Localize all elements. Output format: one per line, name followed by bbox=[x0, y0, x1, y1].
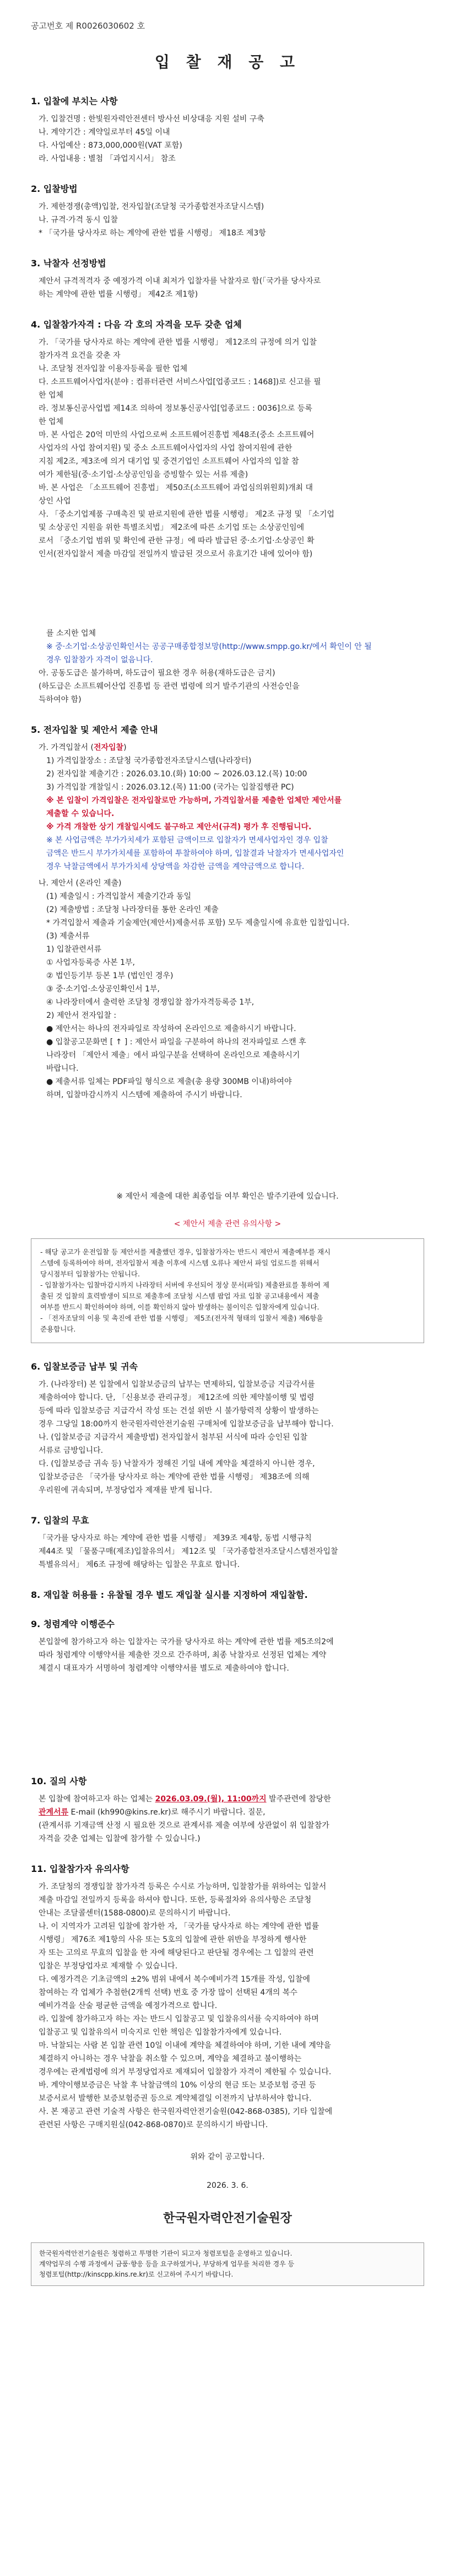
s5-b-line: 2) 제안서 전자입찰 : bbox=[46, 1011, 117, 1020]
s4-lines-line: 바. 본 사업은 「소프트웨어 진흥법」 제50조(소프트웨어 과업심의위원회)개최 대 bbox=[39, 484, 313, 492]
s4-lines-line: 참가자격 요건을 갖춘 자 bbox=[39, 351, 121, 360]
s5-b-line: ● 제안서는 하나의 전자파일로 작성하여 온라인으로 제출하시기 바랍니다. bbox=[46, 1024, 296, 1033]
section-5-box-title: < 제안서 제출 관련 유의사항 > bbox=[174, 1220, 281, 1228]
section-5-footnote: ※ 제안서 제출에 대한 최종업들 여부 확인은 발주기관에 있습니다. bbox=[116, 1192, 339, 1201]
s5-box-line: 당시점부터 입찰참가는 안됩니다. bbox=[40, 1270, 140, 1278]
section-5b-label: 나. 제안서 (온라인 제출) bbox=[39, 879, 122, 888]
s4-lines-line: 라. 정보통신공사업법 제14조 의하여 정보통신공사업[업종코드 : 0036]으로 등록 bbox=[39, 404, 312, 413]
s6-lines-line: 가. (나라장터) 본 입찰에서 입찰보증금의 납부는 면제하되, 입찰보증금 지급각서를 bbox=[39, 1380, 315, 1389]
s9-lines-line: 체결시 대표자가 서명하여 청렴계약 이행약서를 별도로 제출하여야 합니다. bbox=[39, 1664, 289, 1673]
s11-lines-line: 체결하지 아니하는 경우 낙찰을 취소할 수 있으며, 계약을 체결하고 불이행하는 bbox=[39, 2054, 302, 2063]
s11-lines-line: 나. 이 지역자가 고려된 입찰에 참가한 자, 「국가를 당사자로 하는 계약에 관한 법률 bbox=[39, 1922, 319, 1931]
section-11-heading: 11. 입찰참가자 유의사항 bbox=[31, 1864, 129, 1874]
section-5-notice-box bbox=[31, 1238, 424, 1343]
s5-b-line: (1) 제출일시 : 가격입찰서 제출기간과 동일 bbox=[46, 892, 192, 901]
section-6-body bbox=[31, 1378, 424, 1497]
footer-line: 청렴포털(http://kinscpp.kins.re.kr)로 신고하여 주시기 바랍니다. bbox=[39, 2271, 234, 2278]
section-10-line-1: 본 입찰에 참여하고자 하는 업체는 2026.03.09.(월), 11:00까지 발주관련에 참당한 bbox=[39, 1795, 331, 1804]
s4-lines-line: 여가 제한됨(중·소기업·소상공인임을 증빙할수 있는 서류 제출) bbox=[39, 470, 248, 479]
s5-b-line: ● 제출서류 일체는 PDF파일 형식으로 제출(총 용량 300MB 이내)하여야 bbox=[46, 1077, 292, 1086]
s5-a-blue-line: 경우 낙찰금액에서 부가가치세 상당액을 차감한 금액을 계약금액으로 합니다. bbox=[46, 862, 305, 871]
s3-lines-line: 제안서 규격적격자 중 예정가격 이내 최저가 입찰자를 낙찰자로 함(「국가를 당사자로 bbox=[39, 277, 321, 286]
s1-lines-line: 라. 사업내용 : 별첨 「과업지시서」 참조 bbox=[39, 154, 176, 163]
s11-lines-line: 안내는 조달콜센터(1588-0800)로 문의하시기 바랍니다. bbox=[39, 1909, 231, 1918]
section-10-rest bbox=[31, 1819, 424, 1845]
closing-text: 위와 같이 공고합니다. bbox=[190, 2153, 265, 2161]
s4-lines-line: 인서(전자입찰서 제출 마감일 전일까지 발급된 것으로서 유효기간 내에 있어야 함) bbox=[39, 550, 313, 559]
s4-after-line: 득하여야 함) bbox=[39, 695, 82, 704]
s5-b-line: ① 사업자등록증 사본 1부, bbox=[46, 958, 135, 967]
s6-lines-line: 경우 그당일 18:00까지 한국원자력안전기술원 구매처에 입찰보증금을 납부해야 합니다. bbox=[39, 1420, 334, 1429]
notice-date: 2026. 3. 6. bbox=[207, 2181, 248, 2190]
s5-b-line: 1) 입찰관련서류 bbox=[46, 945, 101, 954]
s5-box-line: - 「전자조달의 이용 및 촉진에 관한 법률 시행령」 제5조(전자적 형태의 입찰서 제출) 제6항을 bbox=[40, 1314, 323, 1322]
s5-box-line: 준용합니다. bbox=[40, 1325, 76, 1333]
s6-lines-line: 제출하여야 합니다. 단, 「신용보증 관리규정」 제12조에 의한 제약불이행 및 법령 bbox=[39, 1393, 315, 1402]
section-9-heading: 9. 청렴계약 이행준수 bbox=[31, 1619, 115, 1629]
s7-lines-line: 특별유의서」 제6조 규정에 해당하는 입찰은 무효로 합니다. bbox=[39, 1560, 240, 1569]
s2-lines-line: 나. 규격·가격 동시 입찰 bbox=[39, 216, 118, 224]
s11-lines-line: 참여하는 각 업체가 추첨한(2개씩 선택) 번호 중 가장 많이 선택된 4개의 복수 bbox=[39, 1988, 297, 1997]
section-5-heading: 5. 전자입찰 및 제안서 제출 안내 bbox=[31, 724, 158, 735]
section-4-after bbox=[31, 667, 424, 706]
section-9-body bbox=[31, 1635, 424, 1675]
s6-lines-line: 나. (입찰보증금 지급각서 제출방법) 전자입찰서 첨부된 서식에 따라 승인된 입찰 bbox=[39, 1433, 308, 1442]
s4-lines-line: 가. 「국가를 당사자로 하는 계약에 관한 법률 시행령」 제12조의 규정에 의거 입찰 bbox=[39, 338, 317, 347]
s2-lines-line: * 「국가를 당사자로 하는 계약에 관한 법률 시행령」 제18조 제3항 bbox=[39, 229, 266, 238]
section-8-heading: 8. 재입찰 허용률 : 유찰될 경우 별도 재입찰 실시를 지정하여 재입찰함. bbox=[31, 1590, 308, 1600]
s5-a-blue-line: ※ 본 사업금액은 부가가치세가 포함된 금액이므로 입찰자가 면세사업자인 경우 입찰 bbox=[46, 836, 328, 845]
s10-rest-line: 자격을 갖춘 업체는 입찰에 참가할 수 있습니다.) bbox=[39, 1834, 201, 1843]
section-10-line-2: 관계서류 E-mail (kh990@kins.re.kr)로 해주시기 바랍니다. 질문, bbox=[39, 1808, 266, 1817]
section-5a-body bbox=[31, 754, 424, 794]
s4-lines-line: 한 업체 bbox=[39, 391, 64, 400]
s5-a-line: 2) 전자입찰 제출기간 : 2026.03.10.(화) 10:00 ~ 2026.03.12.(목) 10:00 bbox=[46, 770, 307, 779]
s4-after-line: (하도급은 소프트웨어산업 진흥법 등 관련 법령에 의거 발주기관의 사전승인을 bbox=[39, 682, 300, 691]
s4-lines-line: 지침 제2조, 제3조에 의거 대기업 및 중견기업인 소프트웨어 사업자의 입찰 참 bbox=[39, 457, 299, 466]
integrity-footer-box bbox=[31, 2242, 424, 2286]
s6-lines-line: 등에 따라 입찰보증금 지급각서 작성 또는 건설 위반 시 불가항력적 상황이 발생하는 bbox=[39, 1407, 319, 1415]
s11-lines-line: 가. 조달청의 경쟁입찰 참가자격 등록은 수시로 가능하며, 입찰참가를 위하여는 입찰서 bbox=[39, 1882, 327, 1891]
s11-lines-line: 경우에는 관계법령에 의거 부정당업자로 제재되어 입찰참가 자격이 제한될 수 있습니다. bbox=[39, 2068, 332, 2076]
s11-lines-line: 보증서로서 발행한 보증보험증권 등으로 계약체결일 이전까지 납부하셔야 합니다. bbox=[39, 2094, 312, 2103]
s11-lines-line: 예비가격을 산술 평균한 금액을 예정가격으로 합니다. bbox=[39, 2001, 218, 2010]
section-4-gap bbox=[31, 561, 424, 627]
s11-lines-line: 마. 낙찰되는 사람 본 입찰 관련 10일 이내에 계약을 체결하여야 하며, 기한 내에 계약을 bbox=[39, 2041, 331, 2050]
s7-lines-line: 「국가를 당사자로 하는 계약에 관한 법률 시행령」 제39조 제4항, 동법 시행규칙 bbox=[39, 1534, 312, 1543]
section-5b-body bbox=[31, 890, 424, 1102]
s5-b-line: (2) 제출방법 : 조달청 나라장터를 통한 온라인 제출 bbox=[46, 905, 219, 914]
section-1-body bbox=[31, 112, 424, 165]
s5-a-line: 1) 가격입찰장소 : 조달청 국가종합전자조달시스템(나라장터) bbox=[46, 756, 252, 765]
s5-box-line: - 입찰참가자는 입찰마감시까지 나라장터 서버에 우선되어 정상 문서(파일) 제출완료를 통하여 제 bbox=[40, 1281, 329, 1289]
s5-a-red-line: 제출할 수 있습니다. bbox=[46, 809, 115, 818]
section-3-body bbox=[31, 275, 424, 301]
section-4-heading: 4. 입찰참가자격 : 다음 각 호의 자격을 모두 갖춘 업체 bbox=[31, 319, 242, 330]
section-7-heading: 7. 입찰의 무효 bbox=[31, 1515, 89, 1526]
s6-lines-line: 서류로 금방입니다. bbox=[39, 1446, 104, 1455]
s1-lines-line: 다. 사업예산 : 873,000,000원(VAT 포함) bbox=[39, 141, 182, 150]
signature: 한국원자력안전기술원장 bbox=[163, 2212, 292, 2225]
s4-remark-line: ※ 중·소기업·소상공인확인서는 공공구매종합정보망(http://www.smpp.go.kr/에서 확인이 안 될 bbox=[46, 642, 372, 651]
s5-b-line: (3) 제출서류 bbox=[46, 932, 90, 941]
section-5a-red-notes bbox=[31, 794, 424, 834]
s11-lines-line: 사. 본 재공고 관련 기술적 사항은 한국원자력안전기술원(042-868-0385), 기타 입찰에 bbox=[39, 2107, 333, 2116]
section-2-heading: 2. 입찰방법 bbox=[31, 184, 78, 194]
s4-lines-line: 사업자의 사업 참여지원) 및 중소 소프트웨어사업자의 사업 참여지원에 관한 bbox=[39, 444, 292, 453]
s11-lines-line: 라. 입찰에 참가하고자 하는 자는 반드시 입찰공고 및 입찰유의서를 숙지하여야 하며 bbox=[39, 2015, 319, 2024]
s5-a-red-line: ※ 본 입찰이 가격입찰은 전자입찰로만 가능하며, 가격입찰서를 제출한 업체만 제안서를 bbox=[46, 796, 342, 805]
s5-a-blue-line: 금액은 반드시 부가가치세를 포함하여 투찰하여야 하며, 입찰결과 낙찰자가 면세사업자인 bbox=[46, 849, 344, 858]
s5-b-line: 하며, 입찰마감시까지 시스템에 제출하여 주시기 바랍니다. bbox=[46, 1091, 242, 1099]
s5-a-line: 3) 가격입찰 개찰일시 : 2026.03.12.(목) 11:00 (국가는 입찰집행관 PC) bbox=[46, 783, 294, 792]
s1-lines-line: 나. 계약기간 : 계약일로부터 45일 이내 bbox=[39, 128, 170, 137]
s4-lines-line: 및 소상공인 지원을 위한 특별조치법」 제2조에 따른 소기업 또는 소상공인임에 bbox=[39, 523, 305, 532]
footer-line: 한국원자력안전기술원은 청렴하고 투명한 기관이 되고자 청렴포털을 운영하고 있습니다. bbox=[39, 2250, 292, 2257]
s11-lines-line: 관련된 사항은 구매지원실(042-868-0870)로 문의하시기 바랍니다. bbox=[39, 2121, 268, 2129]
section-5a-blue-notes bbox=[31, 834, 424, 873]
s5-box-line: 스템에 등록하여야 하며, 전자입찰서 제출 이후에 시스템 오류나 제안서 파일 업로드를 위해서 bbox=[40, 1259, 319, 1267]
s10-rest-line: (관계서류 기재금액 산정 시 필요한 것으로 관계서류 제출 여부에 상관없이 위 입찰참가 bbox=[39, 1821, 329, 1830]
s11-lines-line: 다. 예정가격은 기초금액의 ±2% 범위 내에서 복수예비가격 15개를 작성, 입찰에 bbox=[39, 1975, 310, 1984]
s11-lines-line: 입찰공고 및 입찰유의서 미숙지로 인한 책임은 입찰참가자에게 있습니다. bbox=[39, 2028, 282, 2037]
s4-lines-line: 로서 「중소기업 범위 및 확인에 관한 규정」에 따라 발급된 중·소기업·소상공인 확 bbox=[39, 536, 315, 545]
s4-lines-line: 나. 조달청 전자입찰 이용자등록을 필한 업체 bbox=[39, 364, 188, 373]
footer-line: 계약업무의 수행 과정에서 금품·향응 등을 요구하였거나, 부당하게 업무를 처리한 경우 등 bbox=[39, 2260, 295, 2268]
s6-lines-line: 다. (입찰보증금 귀속 등) 낙찰자가 정해진 기일 내에 계약을 체결하지 아니한 경우, bbox=[39, 1459, 315, 1468]
s5-b-line: ③ 중·소기업·소상공인확인서 1부, bbox=[46, 985, 160, 994]
s1-lines-line: 가. 입찰건명 : 한빛원자력안전센터 방사선 비상대응 지원 설비 구축 bbox=[39, 115, 264, 124]
s5-box-line: 여부를 반드시 확인하여야 하며, 이를 확인하지 않아 발생하는 불이익은 입찰자에게 있습니다. bbox=[40, 1303, 319, 1311]
s6-lines-line: 입찰보증금은 「국가를 당사자로 하는 계약에 관한 법률 시행령」 제38조에 의해 bbox=[39, 1473, 310, 1482]
s5-b-line: ● 입찰공고문화면 [ ↑ ] : 제안서 파일을 구분하여 하나의 전자파일로 스캔 후 bbox=[46, 1038, 306, 1046]
s4-after-line: 아. 공동도급은 불가하며, 하도급이 필요한 경우 허용(재하도급은 금지) bbox=[39, 669, 275, 678]
s5-b-line: 바랍니다. bbox=[46, 1064, 79, 1073]
section-11-body bbox=[31, 1880, 424, 2132]
s5-box-line: - 해당 공고가 운전입찰 등 제안서를 제출했던 경우, 입찰참가자는 반드시 제안서 제출예부를 재시 bbox=[40, 1248, 331, 1256]
s6-lines-line: 우리원에 귀속되며, 부정당업자 제재를 받게 됩니다. bbox=[39, 1486, 213, 1495]
s5-a-red-line: ※ 가격 개찰한 상기 개찰일시에도 불구하고 제안서(규격) 평가 후 진행됩니다. bbox=[46, 823, 312, 831]
s4-lines-line: 마. 본 사업은 20억 미만의 사업으로써 소프트웨어진흥법 제48조(중소 소프트웨어 bbox=[39, 431, 315, 439]
s4-remark-line: 경우 입찰참가 자격이 없음니다. bbox=[46, 656, 153, 664]
section-5-gap bbox=[31, 1102, 424, 1190]
s5-b-line: ② 법인등기부 등본 1부 (법인인 경우) bbox=[46, 972, 174, 980]
s4-lines-line: 다. 소프트웨어사업자(분야 : 컴퓨터관련 서비스사업[업종코드 : 1468])로 신고를 필 bbox=[39, 378, 321, 387]
section-4-remark-title: 를 소지한 업체 bbox=[46, 629, 96, 638]
notice-number: 공고번호 제 R0026030602 호 bbox=[31, 21, 145, 31]
section-9-gap bbox=[31, 1675, 424, 1758]
section-3-heading: 3. 낙찰자 선정방법 bbox=[31, 258, 106, 269]
page-title: 입 찰 재 공 고 bbox=[154, 53, 301, 71]
s4-lines-line: 사. 「중소기업제품 구매촉진 및 판로지원에 관한 법률 시행령」 제2조 규정 및 「소기업 bbox=[39, 510, 335, 519]
s2-lines-line: 가. 제한경쟁(총액)입찰, 전자입찰(조달청 국가종합전자조달시스템) bbox=[39, 202, 264, 211]
s11-lines-line: 바. 계약이행보증금은 낙찰 후 낙찰금액의 10% 이상의 현금 또는 보증보험 증권 등 bbox=[39, 2081, 316, 2090]
s11-lines-line: 자 또는 고의로 무효의 입찰을 한 자에 해당된다고 판단될 경우에는 그 입찰의 관련 bbox=[39, 1949, 314, 1957]
s7-lines-line: 제44조 및 「물품구매(제조)입찰유의서」 제12조 및 「국가종합전자조달시스템전자입찰 bbox=[39, 1547, 338, 1556]
s4-lines-line: 한 업체 bbox=[39, 417, 64, 426]
s5-box-line: 출된 것 입찰의 효력발생이 되므로 제출후에 조달청 시스템 팝업 자료 입찰 공고내용에서 제출 bbox=[40, 1292, 319, 1300]
s9-lines-line: 따라 청렴계약 이행약서를 제출한 것으로 간주하며, 최종 낙찰자로 선정된 업체는 계약 bbox=[39, 1651, 327, 1660]
section-6-heading: 6. 입찰보증금 납부 및 귀속 bbox=[31, 1361, 138, 1372]
section-4-remark bbox=[31, 640, 424, 667]
s9-lines-line: 본입찰에 참가하고자 하는 입찰자는 국가를 당사자로 하는 계약에 관한 법률 제5조의2에 bbox=[39, 1638, 334, 1646]
section-10-heading: 10. 질의 사항 bbox=[31, 1776, 87, 1786]
section-7-body bbox=[31, 1532, 424, 1571]
s11-lines-line: 제출 마감일 전일까지 등록을 하셔야 합니다. 또한, 등록절차와 유의사항은 조달청 bbox=[39, 1896, 312, 1904]
section-2-body bbox=[31, 200, 424, 240]
section-4-body bbox=[31, 336, 424, 561]
s11-lines-line: 시행령」 제76조 제1항의 사유 또는 5호의 입찰에 관한 위반을 부정하게 행사한 bbox=[39, 1935, 307, 1944]
s5-b-line: 나라장터 「제안서 제출」에서 파일구분을 선택하여 온라인으로 제출하시기 bbox=[46, 1051, 300, 1060]
section-5a-label: 가. 가격입찰서 (전자입찰) bbox=[39, 743, 127, 752]
s5-b-line: ④ 나라장터에서 출력한 조달청 경쟁입찰 참가자격등록증 1부, bbox=[46, 998, 254, 1007]
s11-lines-line: 입찰은 부정당업자로 제재할 수 있습니다. bbox=[39, 1962, 178, 1971]
s5-b-line: * 가격입찰서 제출과 기술제안(제안서)제출서류 포함) 모두 제출일시에 유효한 입찰입니다. bbox=[46, 919, 350, 927]
s4-lines-line: 상인 사업 bbox=[39, 497, 71, 506]
s3-lines-line: 하는 계약에 관한 법률 시행령」 제42조 제1항) bbox=[39, 290, 198, 299]
section-1-heading: 1. 입찰에 부치는 사항 bbox=[31, 96, 118, 106]
